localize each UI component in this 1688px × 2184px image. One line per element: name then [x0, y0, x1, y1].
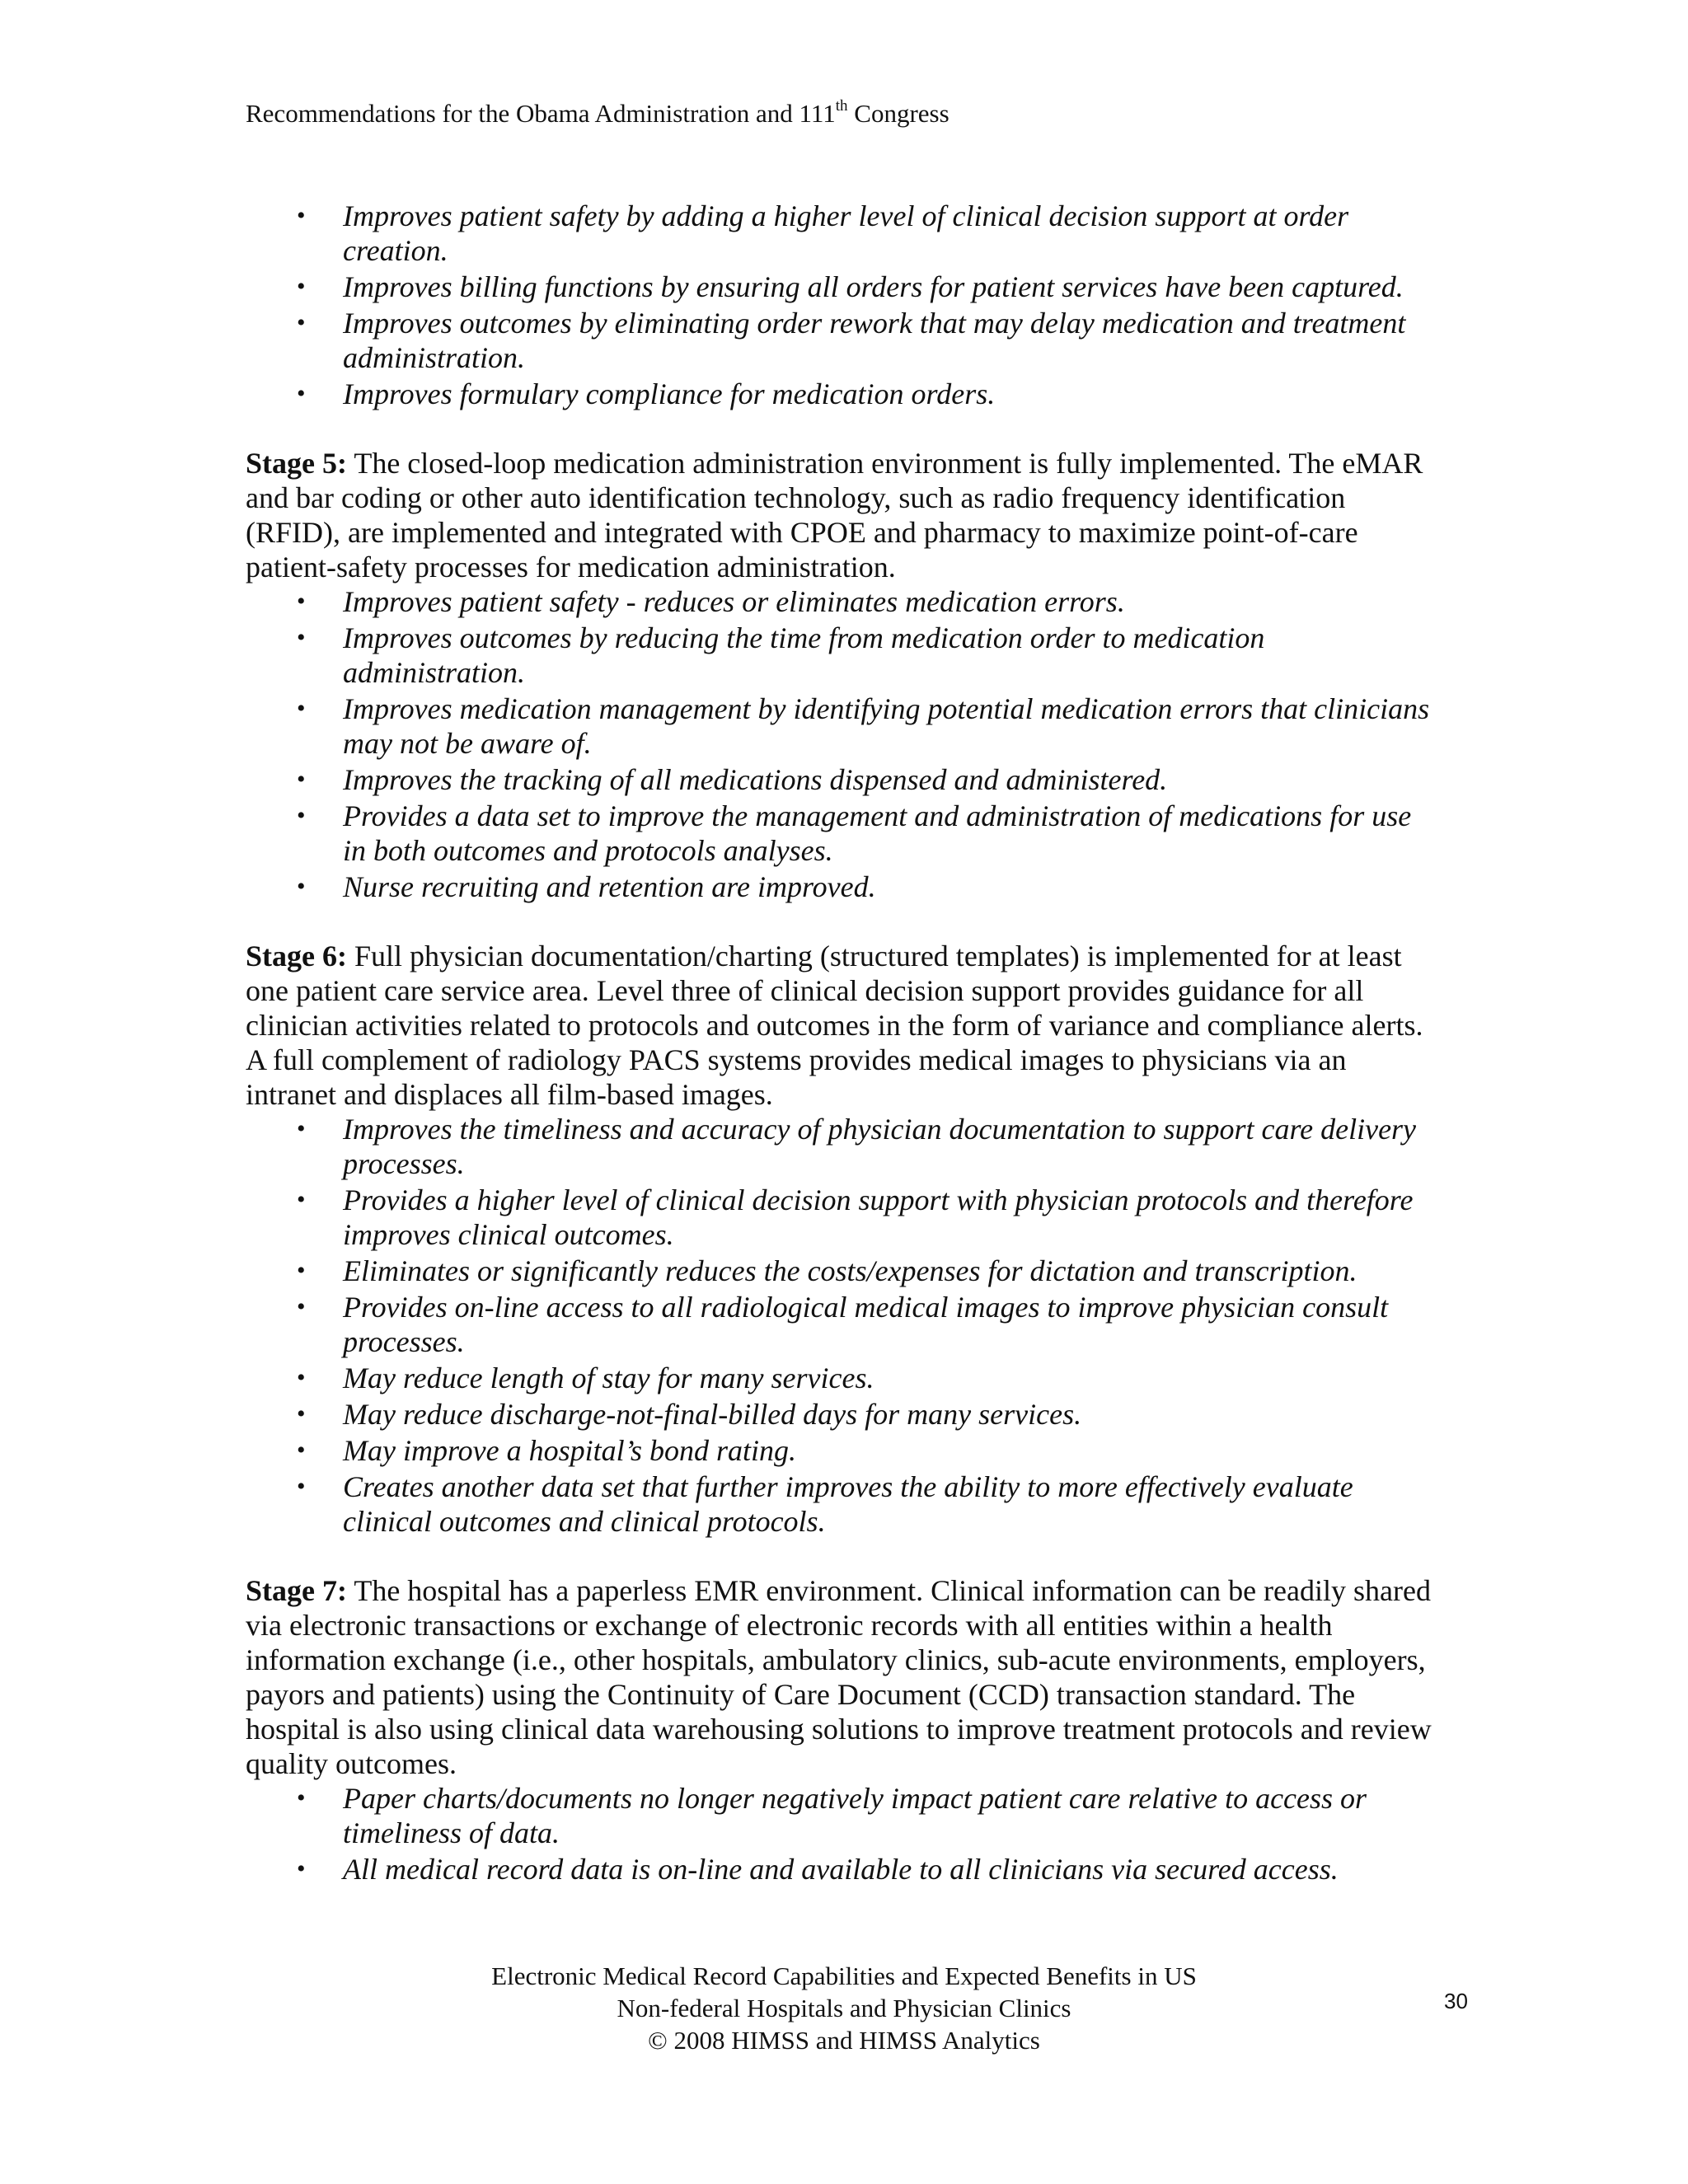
stage-7-label: Stage 7:: [246, 1574, 347, 1607]
page-number: 30: [1444, 1989, 1468, 2013]
bullet-icon: •: [297, 380, 306, 407]
stage-6-section: [246, 939, 1441, 1539]
list-item: [246, 1781, 1441, 1850]
bullet-icon: •: [297, 695, 306, 722]
list-item-text: All medical record data is on-line and available to all clinicians via secured access.: [343, 1853, 1339, 1886]
list-item-text: Improves patient safety - reduces or eliminates medication errors.: [343, 585, 1125, 618]
bullet-icon: •: [297, 273, 306, 300]
list-item-text: May improve a hospital’s bond rating.: [343, 1434, 796, 1467]
list-item-text: Paper charts/documents no longer negatively impact patient care relative to access or timeliness of data.: [343, 1782, 1367, 1849]
stage-6-paragraph: [246, 939, 1441, 1112]
list-item-text: Improves medication management by identifying potential medication errors that clinicians may not be aware of.: [343, 692, 1430, 760]
list-item-text: Nurse recruiting and retention are improved.: [343, 870, 876, 903]
footer-line-1: Electronic Medical Record Capabilities and Expected Benefits in US: [491, 1961, 1197, 1990]
bullet-icon: •: [297, 1473, 306, 1500]
list-item-text: Provides a data set to improve the management and administration of medications for use in both outcomes and protocols analyses.: [343, 799, 1412, 867]
stage-5-bullet-list: [246, 584, 1441, 904]
bullet-icon: •: [297, 766, 306, 793]
spacer: [246, 413, 1441, 446]
header-text-end: Congress: [847, 99, 950, 128]
list-item: [246, 691, 1441, 761]
stage-6-bullet-list: [246, 1112, 1441, 1539]
bullet-icon: •: [297, 309, 306, 336]
bullet-icon: •: [297, 1186, 306, 1213]
list-item: [246, 1112, 1441, 1181]
document-body: [246, 199, 1441, 1888]
list-item: [246, 1290, 1441, 1359]
bullet-icon: •: [297, 873, 306, 900]
list-item: [246, 1361, 1441, 1395]
list-item-text: May reduce length of stay for many services.: [343, 1361, 874, 1394]
bullet-icon: •: [297, 1257, 306, 1284]
list-item: [246, 762, 1441, 797]
list-item: [246, 306, 1441, 375]
stage-5-section: [246, 446, 1441, 904]
list-item: [246, 1852, 1441, 1886]
bullet-icon: •: [297, 1364, 306, 1391]
stage-7-section: [246, 1573, 1441, 1886]
page-footer: [0, 1960, 1688, 2056]
footer-line-2: Non-federal Hospitals and Physician Clinics: [617, 1994, 1071, 2022]
list-item-text: Improves formulary compliance for medication orders.: [343, 377, 996, 410]
list-item: [246, 869, 1441, 904]
list-item: [246, 1469, 1441, 1539]
list-item: [246, 1183, 1441, 1252]
list-item-text: Provides on-line access to all radiological medical images to improve physician consult processes.: [343, 1291, 1389, 1358]
list-item-text: Improves the tracking of all medications dispensed and administered.: [343, 763, 1168, 796]
list-item: [246, 584, 1441, 619]
header-superscript: th: [835, 97, 848, 115]
header-text: Recommendations for the Obama Administration and 111: [246, 99, 836, 128]
stage-7-bullet-list: [246, 1781, 1441, 1886]
stage-6-text: Full physician documentation/charting (structured templates) is implemented for at least one patient care service area. Level three of clinical decision support provides guidance for all clinician activities related to protocols and outcomes in the form of variance and compliance alerts. A full complement of radiology PACS systems provides medical images to physicians via an intranet and displaces all film-based images.: [246, 940, 1423, 1111]
list-item-text: Eliminates or significantly reduces the costs/expenses for dictation and transcription.: [343, 1254, 1357, 1287]
list-item-text: Provides a higher level of clinical decision support with physician protocols and therefore improves clinical outcomes.: [343, 1183, 1414, 1251]
bullet-icon: •: [297, 802, 306, 829]
stage-5-text: The closed-loop medication administration environment is fully implemented. The eMAR and bar coding or other auto identification technology, such as radio frequency identification (RFID), are implemented and integrated with CPOE and pharmacy to maximize point-of-care patient-safety processes for medication administration.: [246, 447, 1423, 583]
spacer: [246, 1540, 1441, 1573]
list-item: [246, 799, 1441, 868]
stage-7-text: The hospital has a paperless EMR environment. Clinical information can be readily shared via electronic transactions or exchange of electronic records with all entities within a health information exchange (i.e., other hospitals, ambulatory clinics, sub-acute environments, employers, payors and patients) using the Continuity of Care Document (CCD) transaction standard. The hospital is also using clinical data warehousing solutions to improve treatment protocols and review quality outcomes.: [246, 1574, 1432, 1780]
list-item-text: Improves outcomes by reducing the time from medication order to medication administration.: [343, 621, 1265, 689]
running-header: [246, 97, 950, 130]
intro-bullet-list: [246, 199, 1441, 411]
list-item: [246, 621, 1441, 690]
spacer: [246, 906, 1441, 939]
stage-7-paragraph: [246, 1573, 1441, 1781]
bullet-icon: •: [297, 1293, 306, 1320]
list-item: [246, 1433, 1441, 1468]
bullet-icon: •: [297, 1115, 306, 1142]
stage-5-paragraph: [246, 446, 1441, 584]
list-item-text: Improves the timeliness and accuracy of physician documentation to support care delivery processes.: [343, 1113, 1417, 1180]
stage-5-label: Stage 5:: [246, 447, 347, 480]
list-item-text: Improves patient safety by adding a higher level of clinical decision support at order creation.: [343, 199, 1349, 267]
bullet-icon: •: [297, 1436, 306, 1464]
list-item: [246, 377, 1441, 411]
list-item: [246, 1254, 1441, 1288]
list-item: [246, 269, 1441, 304]
bullet-icon: •: [297, 588, 306, 615]
bullet-icon: •: [297, 624, 306, 651]
list-item: [246, 199, 1441, 268]
list-item-text: May reduce discharge-not-final-billed days for many services.: [343, 1398, 1082, 1431]
bullet-icon: •: [297, 202, 306, 229]
list-item-text: Improves billing functions by ensuring all orders for patient services have been captured.: [343, 270, 1404, 303]
bullet-icon: •: [297, 1400, 306, 1427]
list-item: [246, 1397, 1441, 1432]
stage-6-label: Stage 6:: [246, 940, 347, 972]
bullet-icon: •: [297, 1855, 306, 1882]
bullet-icon: •: [297, 1784, 306, 1811]
footer-copyright: © 2008 HIMSS and HIMSS Analytics: [648, 2026, 1040, 2055]
list-item-text: Improves outcomes by eliminating order rework that may delay medication and treatment administration.: [343, 307, 1406, 374]
list-item-text: Creates another data set that further improves the ability to more effectively evaluate clinical outcomes and clinical protocols.: [343, 1470, 1353, 1538]
